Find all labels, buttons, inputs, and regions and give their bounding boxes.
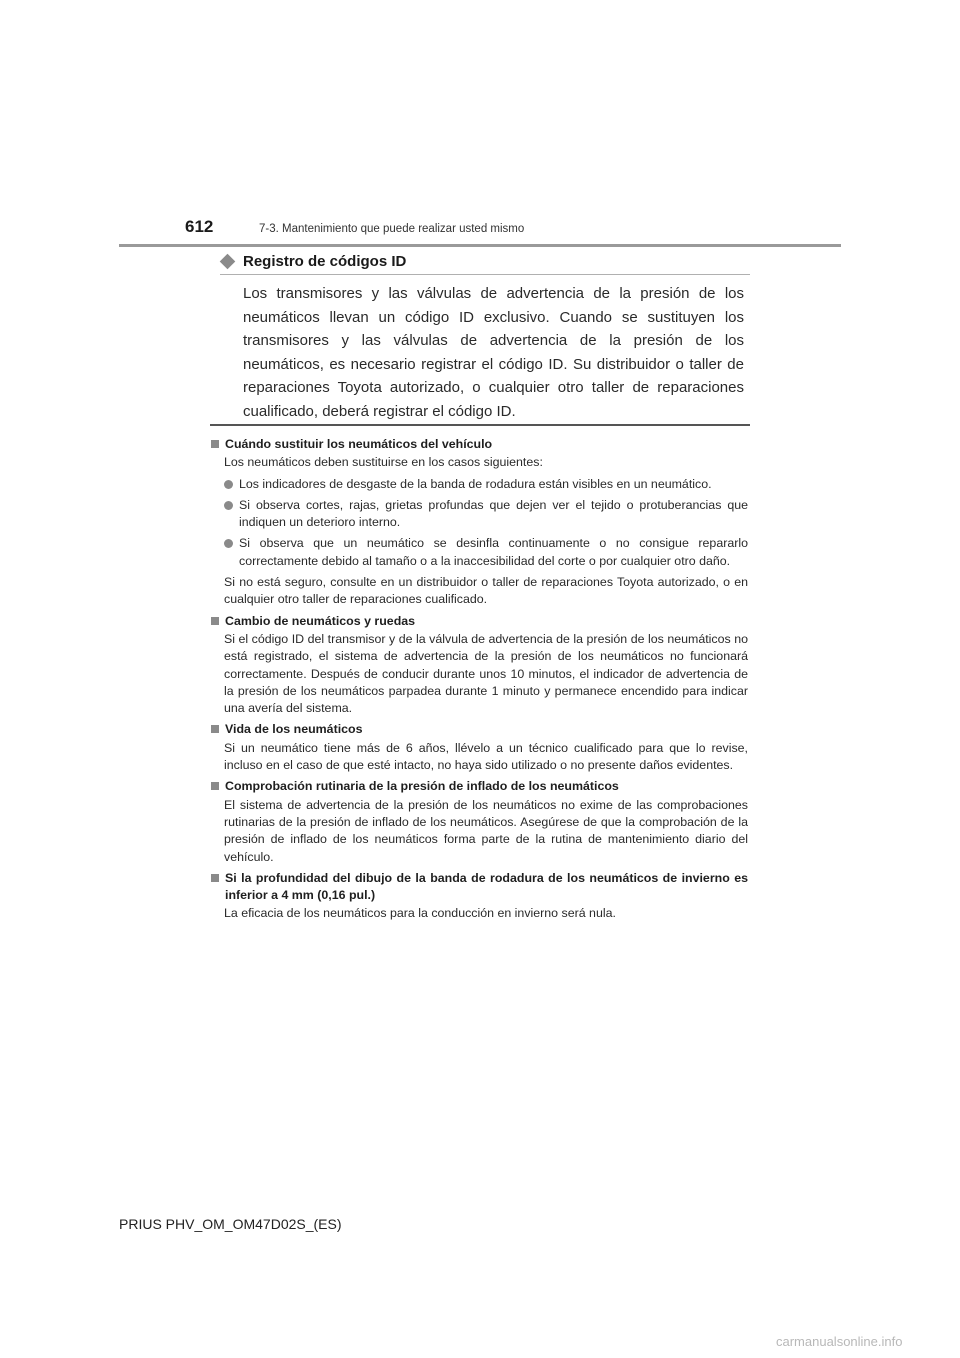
page-number: 612: [185, 217, 214, 236]
list-item-text: Los indicadores de desgaste de la banda de rodadura están visibles en un neumático.: [239, 476, 712, 491]
note-heading: [210, 436, 748, 453]
list-item: [224, 497, 748, 532]
square-bullet-icon: [211, 617, 219, 625]
section-divider: [220, 274, 750, 275]
list-item: [224, 535, 748, 570]
notes-content: [210, 432, 748, 927]
note-text: Si no está seguro, consulte en un distribuidor o taller de reparaciones Toyota autorizado, o en cualquier otro taller de reparaciones cualificado.: [224, 575, 748, 607]
footer-code: PRIUS PHV_OM_OM47D02S_(ES): [119, 1216, 342, 1232]
note-text: Los neumáticos deben sustituirse en los casos siguientes:: [224, 455, 543, 470]
note-heading: [210, 721, 748, 738]
note-heading-text: Cambio de neumáticos y ruedas: [225, 613, 416, 628]
list-item-text: Si observa que un neumático se desinfla continuamente o no consigue repararlo correctamente debido al tamaño o a la inaccesibilidad del corte o por cualquier otro daño.: [239, 536, 748, 568]
section-body: Los transmisores y las válvulas de advertencia de la presión de los neumáticos llevan un código ID exclusivo. Cuando se sustituyen los transmisores y las válvulas de advertencia de la presión de los neumáticos, es necesario registrar el código ID. Su distribuidor o taller de reparaciones Toyota autorizado, o cualquier otro taller de reparaciones cualificado, deberá registrar el código ID.: [243, 285, 744, 420]
note-heading: [210, 613, 748, 630]
square-bullet-icon: [211, 725, 219, 733]
square-bullet-icon: [211, 782, 219, 790]
note-heading-text: Vida de los neumáticos: [225, 722, 363, 737]
note-heading-text: Comprobación rutinaria de la presión de inflado de los neumáticos: [225, 779, 619, 794]
note-text: Si un neumático tiene más de 6 años, llévelo a un técnico cualificado para que lo revise, incluso en el caso de que esté intacto, no haya sido utilizado o no presente daños evidentes.: [224, 740, 748, 773]
section-title: [220, 253, 406, 270]
circle-bullet-icon: [224, 501, 233, 510]
note-heading: [210, 870, 748, 905]
note-heading: [210, 778, 748, 795]
watermark: carmanualsonline.info: [776, 1334, 903, 1349]
header-divider: [119, 244, 841, 247]
note-text: La eficacia de los neumáticos para la conducción en invierno será nula.: [224, 906, 616, 921]
note-heading-text: Cuándo sustituir los neumáticos del vehículo: [225, 437, 493, 451]
list-item: [224, 476, 748, 493]
chapter-header: 7-3. Mantenimiento que puede realizar usted mismo: [259, 223, 525, 235]
circle-bullet-icon: [224, 480, 233, 489]
note-heading-text: Si la profundidad del dibujo de la banda de rodadura de los neumáticos de invierno es inferior a 4 mm (0,16 pul.): [225, 870, 748, 903]
square-bullet-icon: [211, 874, 219, 882]
square-bullet-icon: [211, 440, 219, 448]
section-title-text: Registro de códigos ID: [243, 253, 407, 270]
section-bottom-divider: [210, 424, 750, 426]
note-text: Si el código ID del transmisor y de la válvula de advertencia de la presión de los neumáticos no está registrado, el sistema de advertencia de la presión de los neumáticos no funcionará correctamente. Después de conducir durante unos 10 minutos, el indicador de advertencia de la presión de los neumáticos parpadea durante 1 minuto y permanece encendido para indicar una avería del sistema.: [224, 631, 748, 716]
list-item-text: Si observa cortes, rajas, grietas profundas que dejen ver el tejido o protuberancias que indiquen un deterioro interno.: [239, 497, 748, 530]
diamond-icon: [220, 254, 236, 270]
note-text: El sistema de advertencia de la presión de los neumáticos no exime de las comprobaciones rutinarias de la presión de inflado de los neumáticos. Asegúrese de que la comprobación de la presión de inflado de los neumáticos forma parte de la rutina de mantenimiento diario del vehículo.: [224, 797, 748, 864]
circle-bullet-icon: [224, 539, 233, 548]
